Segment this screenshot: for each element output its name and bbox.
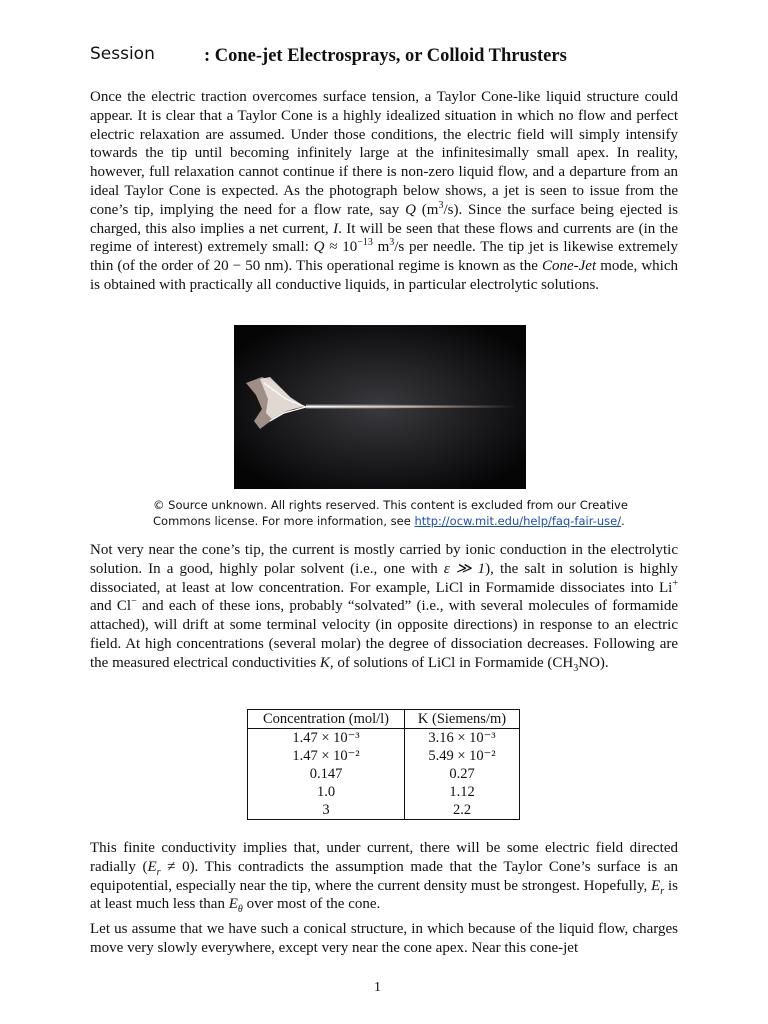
table-cell: 0.147 — [248, 765, 405, 783]
page-number: 1 — [374, 980, 381, 995]
photo-caption: © Source unknown. All rights reserved. This content is excluded from our Creative Commons license. For more information, see http://ocw.mit.edu/help/faq-fair-use/. — [153, 498, 628, 528]
paragraph-conduction: Not very near the cone’s tip, the current is mostly carried by ionic conduction in the electrolytic solution. In a good, highly polar solvent (i.e., one with ε ≫ 1), the salt in solution is highly dissociated, at least at low concentration. For example, LiCl in Formamide dissociates into Li+ and Cl− and each of these ions, probably “solvated” (i.e., with several molecules of formamide attached), will drift at some terminal velocity (in opposite directions) in response to an electric field. At high concentrations (several molar) the degree of dissociation decreases. Following are the measured electrical conductivities K, of solutions of LiCl in Formamide $(CH_3NO)$. — [90, 542, 679, 674]
table-cell: 1.0 — [248, 783, 405, 801]
session-label: Session — [90, 44, 155, 64]
conductivity-table — [247, 709, 520, 820]
table-cell: 5.49 × 10⁻² — [428, 748, 496, 764]
table-row — [248, 765, 520, 783]
paragraph-finite-conductivity: This finite conductivity implies that, under current, there will be some electric field directed radially $(E_r \ne 0)$. This contradicts the assumption made that the Taylor Cone’s surface is an equipotential, especially near the tip, where the current density must be strongest. Hopefully, $E_r$ is at least much less than $E_\theta$ over most of the cone. — [90, 840, 678, 916]
table-row — [248, 783, 520, 801]
paragraph-conical-structure: Let us assume that we have such a conical structure, in which because of the liquid flow, charges move very slowly everywhere, except very near the cone apex. Near this cone-jet — [90, 921, 678, 956]
page-header — [90, 44, 690, 74]
fair-use-link[interactable]: http://ocw.mit.edu/help/faq-fair-use/ — [414, 514, 622, 528]
table-cell: 0.27 — [449, 766, 475, 782]
column-header-concentration: Concentration (mol/l) — [248, 710, 405, 729]
table-cell: 1.12 — [449, 784, 475, 800]
table-cell: 1.47 × 10⁻³ — [248, 729, 405, 748]
table-cell: 1.47 × 10⁻² — [248, 747, 405, 765]
table-cell: 3.16 × 10⁻³ — [428, 730, 496, 746]
table-cell: 2.2 — [452, 802, 472, 818]
table-row — [248, 747, 520, 765]
cone-jet-photograph — [234, 325, 526, 489]
table-row — [248, 729, 520, 748]
cone-jet-image — [234, 325, 526, 489]
paragraph-intro: Once the electric traction overcomes surface tension, a Taylor Cone-like liquid structure could appear. It is clear that a Taylor Cone is a highly idealized situation in which no flow and perfect electric relaxation are assumed. Under those conditions, the electric field will simply intensify towards the tip until becoming infinitely large at the infinitesimally small apex. In reality, however, full relaxation cannot continue if there is non-zero liquid flow, and a departure from an ideal Taylor Cone is expected. As the photograph below shows, a jet is seen to issue from the cone’s tip, implying the need for a flow rate, say Q $(m^3/s)$. Since the surface being ejected is charged, this also implies a net current, I. It will be seen that these flows and currents are (in the regime of interest) extremely small: $Q \approx 10^{-13}$ $m^3/s$ per needle. The tip jet is likewise extremely thin (of the order of 20 − 50 nm). This operational regime is known as the Cone-Jet mode, which is obtained with practically all conductive liquids, in particular electrolytic solutions. — [90, 89, 679, 293]
table-row — [248, 801, 520, 820]
column-header-conductivity: K (Siemens/m) — [405, 710, 520, 729]
table-cell: 3 — [248, 801, 405, 820]
section-title: : Cone-jet Electrosprays, or Colloid Thrusters — [204, 46, 567, 66]
table-header-row — [248, 710, 520, 729]
